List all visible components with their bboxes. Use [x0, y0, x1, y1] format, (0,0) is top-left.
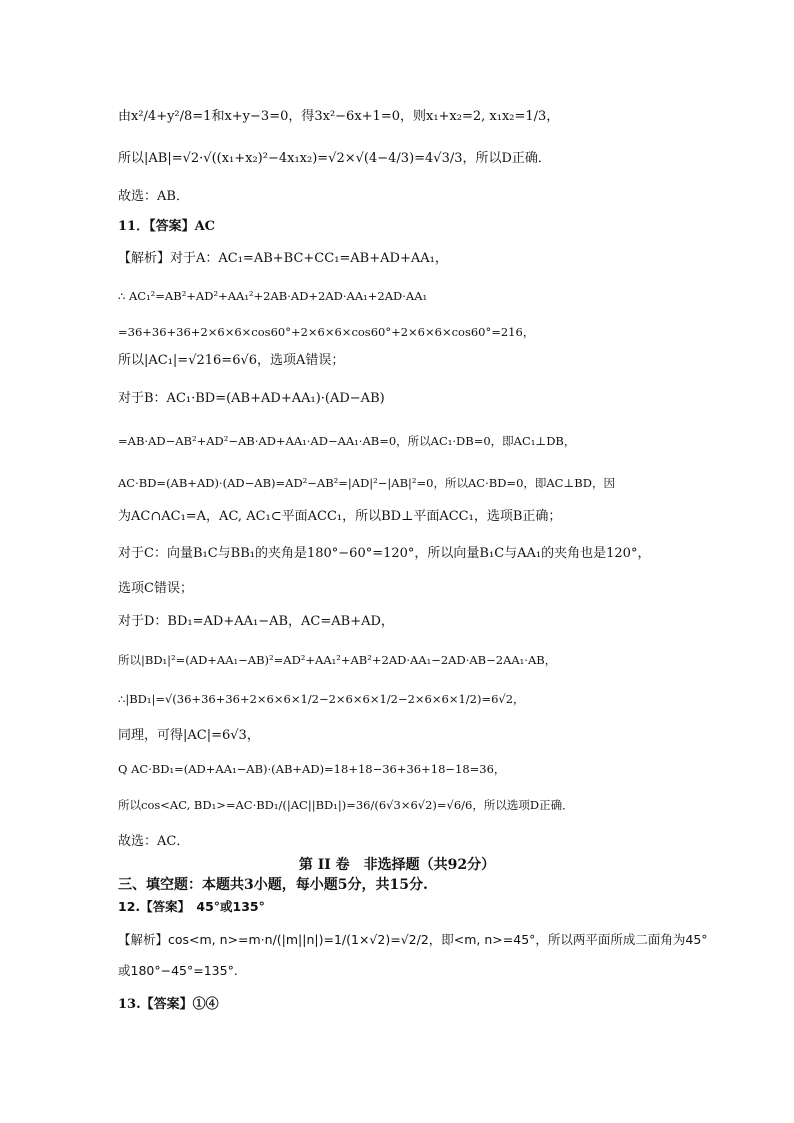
- text-line-14: 选项C错误；: [118, 581, 193, 596]
- answer-11-heading: 11．【答案】AC: [118, 219, 216, 234]
- text-line-13: 对于C：向量B₁C与BB₁的夹角是180°−60°=120°，所以向量B₁C与AA₁的夹角也是120°，: [118, 546, 651, 561]
- text-line-12: 为AC∩AC₁=A，AC, AC₁⊂平面ACC₁，所以BD⊥平面ACC₁，选项B正确；: [118, 509, 562, 524]
- text-line-16: 所以|BD₁|²=(AD+AA₁−AB)²=AD²+AA₁²+AB²+2AD·AA₁−2AD·AB−2AA₁·AB，: [118, 653, 557, 667]
- text-line-10: =AB·AD−AB²+AD²−AB·AD+AA₁·AD−AA₁·AB=0，所以AC₁·DB=0，即AC₁⊥DB，: [118, 434, 576, 448]
- text-line-1: 由x²/4+y²/8=1和x+y−3=0，得3x²−6x+1=0，则x₁+x₂=2, x₁x₂=1/3，: [118, 109, 560, 124]
- text-line-21: 故选：AC．: [118, 834, 190, 849]
- text-line-2: 所以|AB|=√2·√((x₁+x₂)²−4x₁x₂)=√2×√(4−4/3)=4√3/3，所以D正确．: [118, 151, 551, 166]
- text-line-11: AC·BD=(AB+AD)·(AD−AB)=AD²−AB²=|AD|²−|AB|²=0，所以AC·BD=0，即AC⊥BD，因: [118, 476, 615, 490]
- text-line-8: 所以|AC₁|=√216=6√6，选项A错误；: [118, 353, 345, 368]
- text-line-3: 故选：AB．: [118, 189, 189, 204]
- text-line-5: 【解析】对于A：AC₁=AB+BC+CC₁=AB+AD+AA₁，: [118, 251, 448, 266]
- text-line-25: 【解析】cos<m, n>=m·n/(|m||n|)=1/(1×√2)=√2/2，即<m, n>=45°，所以两平面所成二面角为45°: [118, 932, 708, 947]
- text-line-17: ∴|BD₁|=√(36+36+36+2×6×6×1/2−2×6×6×1/2−2×6×6×1/2)=6√2，: [118, 692, 525, 706]
- text-line-20: 所以cos<AC, BD₁>=AC·BD₁/(|AC||BD₁|)=36/(6√3×6√2)=√6/6，所以选项D正确．: [118, 798, 574, 812]
- answer-13-heading: 13.【答案】①④: [118, 997, 219, 1012]
- answer-12-heading: 12.【答案】 45°或135°: [118, 899, 265, 914]
- text-line-6: ∴ AC₁²=AB²+AD²+AA₁²+2AB·AD+2AD·AA₁+2AD·AA₁: [118, 289, 428, 303]
- section-heading-fill-in: 三、填空题：本题共3小题，每小题5分，共15分.: [118, 877, 428, 893]
- text-line-7: =36+36+36+2×6×6×cos60°+2×6×6×cos60°+2×6×6×cos60°=216，: [118, 325, 535, 339]
- text-line-9: 对于B：AC₁·BD=(AB+AD+AA₁)·(AD−AB): [118, 391, 385, 406]
- text-line-26: 或180°−45°=135°.: [118, 963, 238, 978]
- text-line-19: Q AC·BD₁=(AD+AA₁−AB)·(AB+AD)=18+18−36+36+18−18=36，: [118, 762, 506, 776]
- section-title-part-2: 第 II 卷 非选择题（共92分）: [298, 857, 496, 873]
- text-line-15: 对于D：BD₁=AD+AA₁−AB，AC=AB+AD，: [118, 614, 394, 629]
- text-line-18: 同理，可得|AC|=6√3，: [118, 728, 260, 743]
